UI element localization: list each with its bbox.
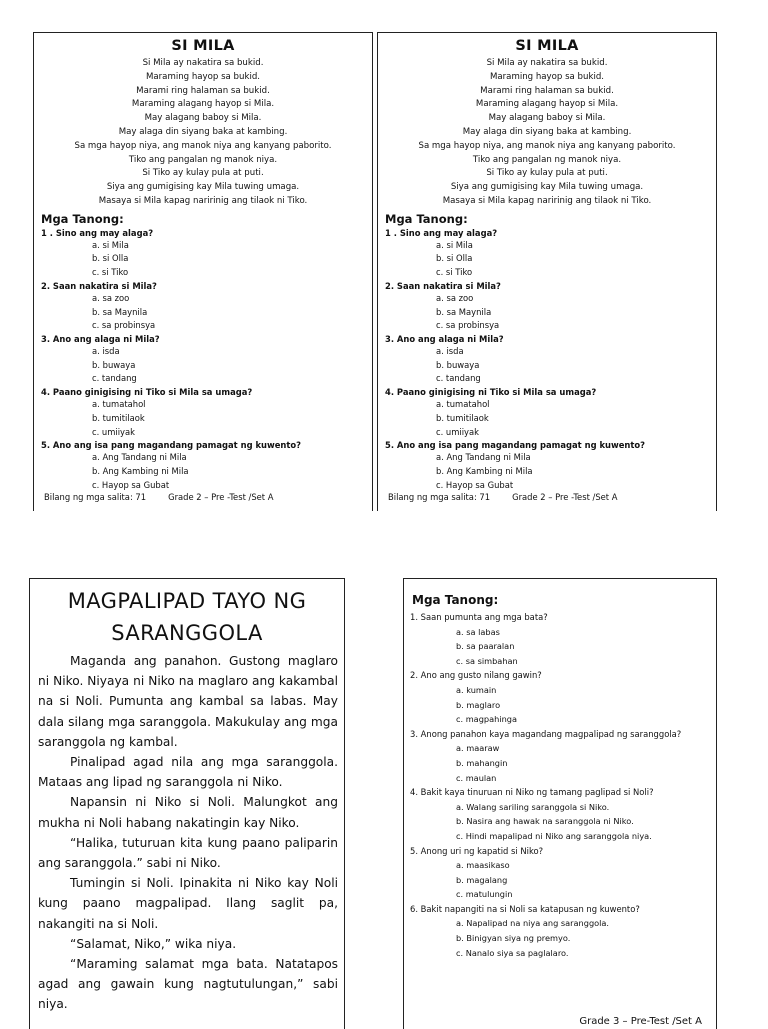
question: 5. Ano ang isa pang magandang pamagat ng kuwento? (385, 440, 646, 451)
title-line: MAGPALIPAD TAYO NG (67, 589, 307, 613)
story-paragraph: Napansin ni Niko si Noli. Malungkot ang mukha ni Noli habang nakatingin kay Niko. (38, 795, 338, 830)
option: b. mahangin (456, 757, 508, 768)
story-paragraph: “Maraming salamat mga bata. Natatapos agad ang gawain kung nagtutulungan,” sabi niya. (38, 957, 338, 1012)
story-paragraph: Pinalipad agad nila ang mga saranggola. Mataas ang lipad ng saranggola ni Niko. (38, 755, 338, 790)
question: 4. Bakit kaya tinuruan ni Niko ng tamang paglipad si Noli? (410, 787, 654, 798)
word-count: Bilang ng mga salita: 71 (44, 492, 147, 503)
option: b. sa Maynila (92, 306, 148, 317)
story-line: Sa mga hayop niya, ang manok niya ang kanyang paborito. (418, 140, 676, 151)
story-title: SI MILA (171, 38, 235, 54)
word-count: Bilang ng mga salita: 71 (388, 492, 491, 503)
question: 2. Saan nakatira si Mila? (41, 280, 157, 291)
option: c. magpahinga (456, 714, 517, 725)
story-line: Si Tiko ay kulay pula at puti. (142, 168, 264, 179)
option: c. tandang (92, 373, 137, 384)
question: 4. Paano ginigising ni Tiko si Mila sa umaga? (41, 387, 253, 398)
story-line: May alagang baboy si Mila. (144, 113, 262, 124)
option: c. Hindi mapalipad ni Niko ang saranggola niya. (456, 830, 652, 841)
option: a. Ang Tandang ni Mila (92, 452, 187, 463)
story-paragraph: “Salamat, Niko,” wika niya. (70, 936, 237, 951)
grade-label: Grade 2 – Pre -Test /Set A (512, 492, 618, 503)
story-title: SI MILA (515, 38, 579, 54)
story-line: May alagang baboy si Mila. (488, 113, 606, 124)
story-line: Maraming alagang hayop si Mila. (475, 99, 619, 110)
question: 1 . Sino ang may alaga? (385, 227, 498, 238)
option: b. si Olla (436, 253, 473, 264)
option: b. Binigyan siya ng premyo. (456, 933, 571, 944)
question: 3. Ano ang alaga ni Mila? (385, 333, 504, 344)
option: a. si Mila (436, 239, 473, 250)
option: a. maaraw (456, 743, 500, 754)
option: c. sa probinsya (92, 320, 156, 331)
story-line: Maraming hayop sa bukid. (145, 71, 261, 82)
option: b. Nasira ang hawak na saranggola ni Niko. (456, 816, 634, 827)
option: a. kumain (456, 684, 497, 695)
story-line: Siya ang gumigising kay Mila tuwing umaga. (106, 182, 300, 193)
option: c. umiiyak (436, 426, 479, 437)
option: c. si Tiko (436, 267, 473, 278)
story-line: Si Tiko ay kulay pula at puti. (486, 168, 608, 179)
questions-heading: Mga Tanong: (385, 211, 468, 226)
story-line: Tiko ang pangalan ng manok niya. (472, 154, 622, 165)
question: 5. Ano ang isa pang magandang pamagat ng kuwento? (41, 440, 302, 451)
question: 3. Ano ang alaga ni Mila? (41, 333, 160, 344)
story-line: May alaga din siyang baka at kambing. (118, 126, 288, 137)
option: b. si Olla (92, 253, 129, 264)
mila-card-right (377, 32, 717, 511)
story-title (38, 585, 336, 649)
option: b. sa Maynila (436, 306, 492, 317)
option: b. tumitilaok (436, 412, 489, 423)
option: a. sa zoo (92, 292, 130, 303)
question: 1. Saan pumunta ang mga bata? (410, 612, 548, 622)
story-line: Siya ang gumigising kay Mila tuwing umaga. (450, 182, 644, 193)
option: b. tumitilaok (92, 412, 145, 423)
option: c. Nanalo siya sa paglalaro. (456, 947, 569, 958)
option: a. maasikaso (456, 860, 510, 871)
story-line: Si Mila ay nakatira sa bukid. (486, 58, 608, 68)
option: a. isda (436, 345, 464, 356)
title-line: SARANGGOLA (111, 621, 263, 645)
option: a. si Mila (92, 239, 129, 250)
question: 1 . Sino ang may alaga? (41, 227, 154, 238)
option: a. Ang Tandang ni Mila (436, 452, 531, 463)
card-footer (44, 492, 372, 502)
option: c. umiiyak (92, 426, 135, 437)
option: b. buwaya (92, 359, 136, 370)
question: 2. Ano ang gusto nilang gawin? (410, 670, 542, 681)
option: a. tumatahol (436, 399, 490, 410)
story-line: Marami ring halaman sa bukid. (480, 85, 614, 96)
story-line: Masaya si Mila kapag naririnig ang tilaok ni Tiko. (98, 195, 308, 206)
saranggola-questions-card (403, 578, 717, 1029)
option: c. si Tiko (92, 267, 129, 278)
question: 2. Saan nakatira si Mila? (385, 280, 501, 291)
story-text (378, 57, 716, 209)
option: b. magalang (456, 874, 508, 885)
story-line: Maraming hayop sa bukid. (489, 71, 605, 82)
question: 4. Paano ginigising ni Tiko si Mila sa umaga? (385, 387, 597, 398)
question: 3. Anong panahon kaya magandang magpalipad ng saranggola? (410, 728, 682, 739)
questions-heading: Mga Tanong: (41, 211, 124, 226)
story-line: Maraming alagang hayop si Mila. (131, 99, 275, 110)
saranggola-story-card (29, 578, 345, 1029)
option: a. Walang sariling saranggola si Niko. (456, 801, 610, 812)
story-paragraph: “Halika, tuturuan kita kung paano paliparin ang saranggola.” sabi ni Niko. (38, 835, 338, 871)
grade-label: Grade 2 – Pre -Test /Set A (168, 492, 274, 503)
story-line: Si Mila ay nakatira sa bukid. (142, 58, 264, 68)
story-line: Sa mga hayop niya, ang manok niya ang kanyang paborito. (74, 140, 332, 151)
story-text (34, 57, 372, 209)
story-line: May alaga din siyang baka at kambing. (462, 126, 632, 137)
questions-heading: Mga Tanong: (412, 593, 499, 607)
story-paragraph: Maganda ang panahon. Gustong maglaro ni Niko. Niyaya ni Niko na maglaro ang kakambal na si Noli. Pumunta ang kambal sa labas. May dala silang mga saranggola. Makukulay ang mga saranggola ng kambal. (38, 654, 338, 749)
option: c. Hayop sa Gubat (436, 479, 514, 490)
option: a. Napalipad na niya ang saranggola. (456, 918, 610, 929)
option: b. Ang Kambing ni Mila (436, 465, 533, 476)
question: 5. Anong uri ng kapatid si Niko? (410, 845, 544, 856)
card-footer (388, 492, 716, 502)
option: b. buwaya (436, 359, 480, 370)
option: c. tandang (436, 373, 481, 384)
story-paragraph: Tumingin si Noli. Ipinakita ni Niko kay Noli kung paano magpalipad. Ilang saglit pa, nakangiti na si Noli. (38, 876, 338, 931)
option: c. Hayop sa Gubat (92, 479, 170, 490)
option: c. sa probinsya (436, 320, 500, 331)
option: a. isda (92, 345, 120, 356)
option: c. matulungin (456, 889, 513, 900)
option: b. maglaro (456, 699, 501, 710)
story-line: Masaya si Mila kapag naririnig ang tilaok ni Tiko. (442, 195, 652, 206)
option: a. tumatahol (92, 399, 146, 410)
option: c. maulan (456, 772, 497, 783)
option: b. Ang Kambing ni Mila (92, 465, 189, 476)
option: a. sa labas (456, 626, 500, 637)
option: b. sa paaralan (456, 641, 515, 652)
question: 6. Bakit napangiti na si Noli sa katapusan ng kuwento? (410, 903, 640, 914)
story-line: Tiko ang pangalan ng manok niya. (128, 154, 278, 165)
option: a. sa zoo (436, 292, 474, 303)
option: c. sa simbahan (456, 655, 518, 666)
story-line: Marami ring halaman sa bukid. (136, 85, 270, 96)
grade-label: Grade 3 – Pre-Test /Set A (579, 1016, 702, 1027)
mila-card-left (33, 32, 373, 511)
